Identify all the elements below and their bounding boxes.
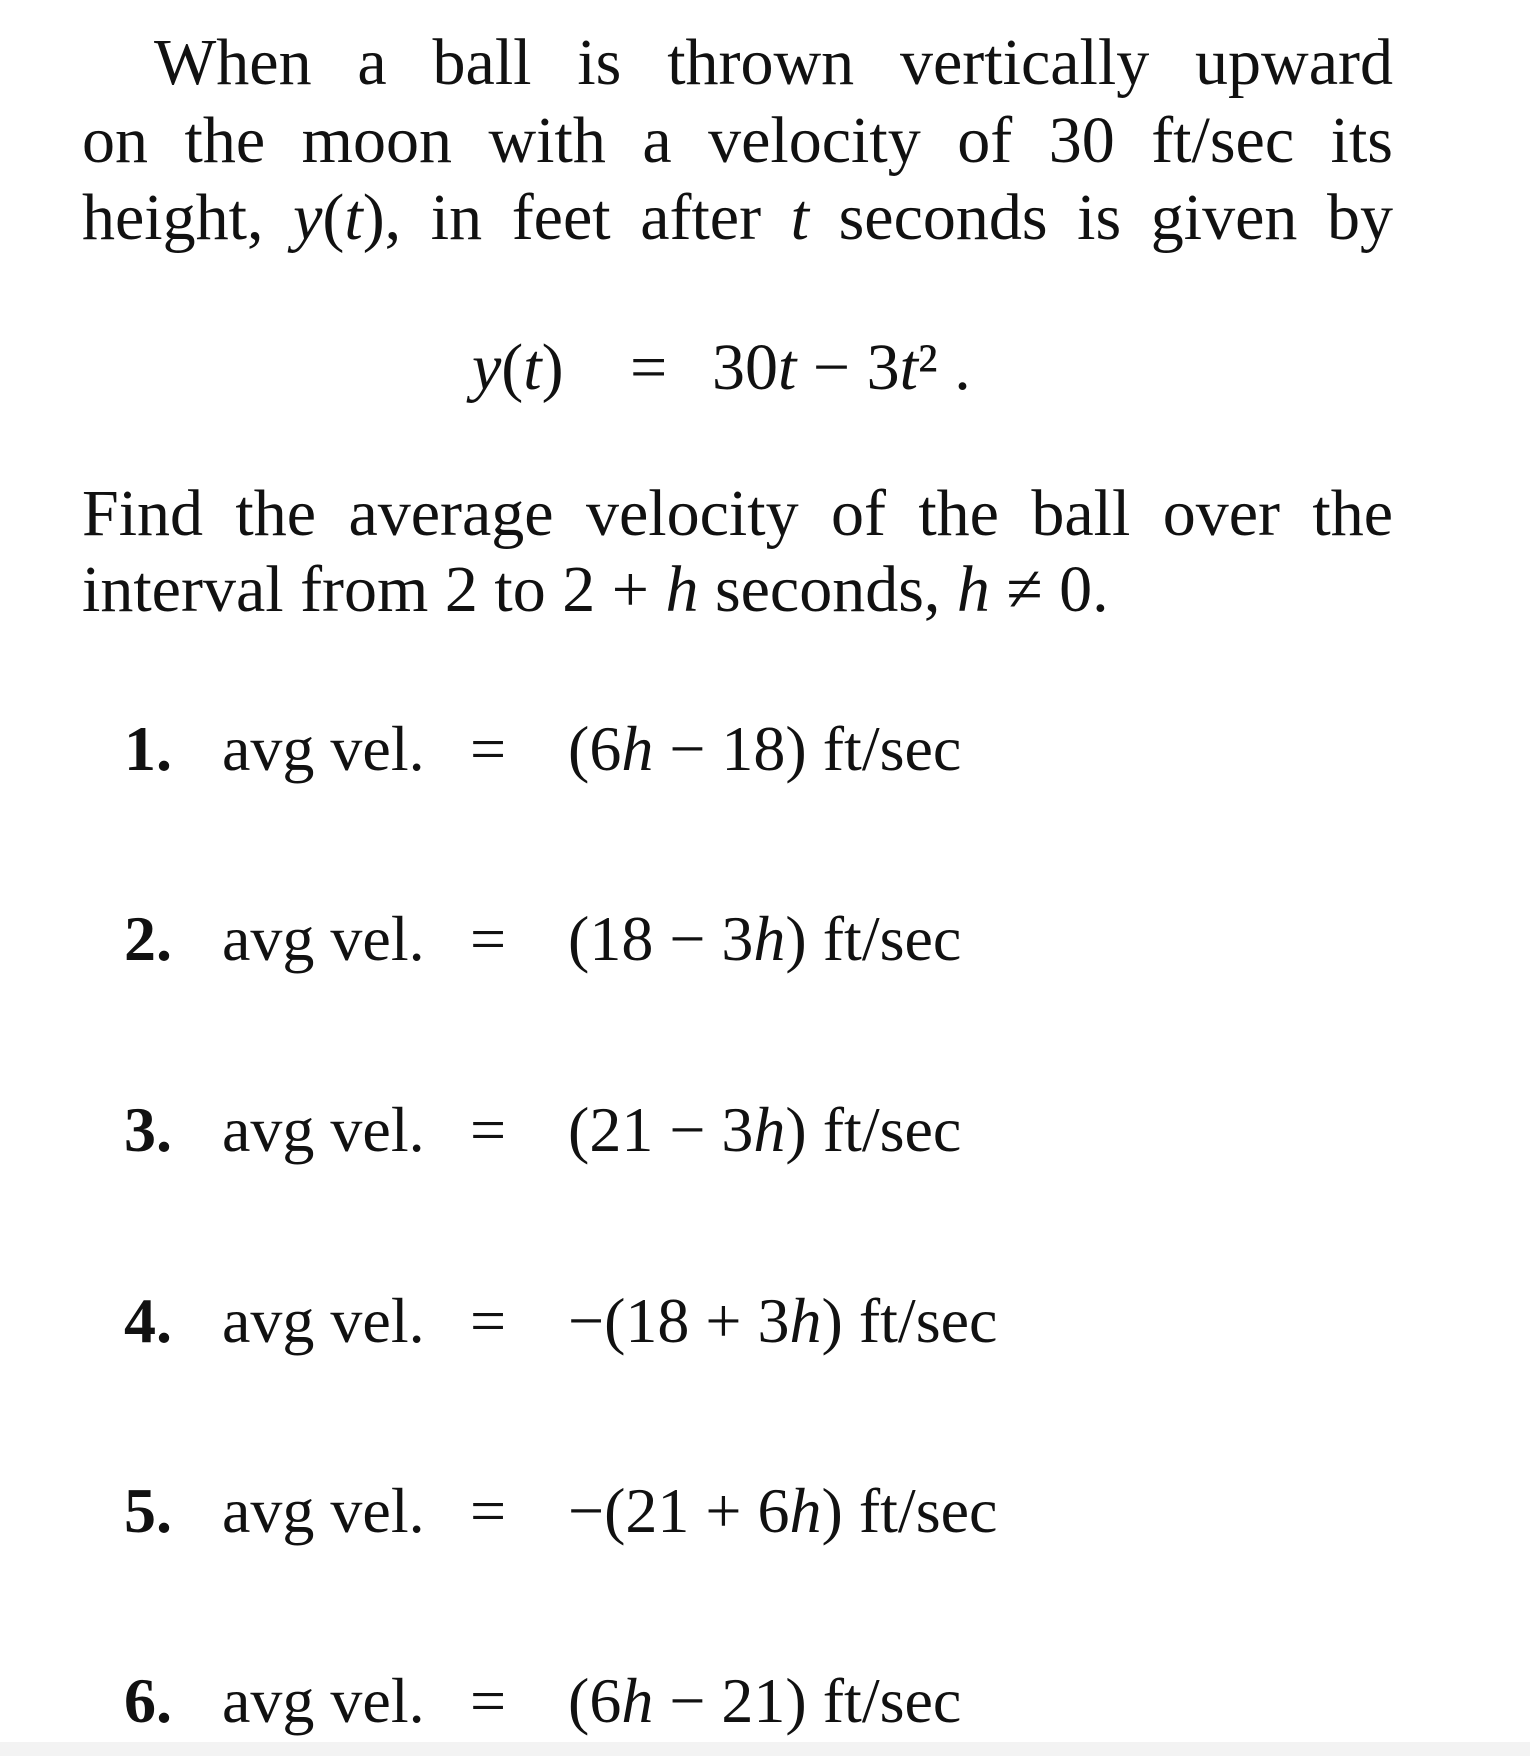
- choice-number: 3.: [124, 1094, 172, 1165]
- choice-equals: =: [470, 713, 507, 784]
- choice-label: avg vel.: [222, 1094, 425, 1165]
- choice-equals: =: [470, 1285, 507, 1356]
- text-segment: Find the average velocity of the ball over the: [82, 477, 1393, 550]
- intro-line: [82, 104, 1393, 177]
- math-variable: h: [665, 553, 699, 626]
- choice-number: 6.: [124, 1665, 172, 1736]
- choice-label: avg vel.: [222, 1285, 425, 1356]
- text-segment: seconds,: [698, 553, 957, 626]
- choice-number: 2.: [124, 903, 172, 974]
- choice-number: 5.: [124, 1475, 172, 1546]
- choice-label: avg vel.: [222, 903, 425, 974]
- choice-expression: [568, 1284, 997, 1358]
- math-variable: h: [789, 1475, 822, 1546]
- math-variable: t: [899, 331, 918, 404]
- text-segment: 30: [712, 331, 778, 404]
- math-variable: h: [956, 553, 990, 626]
- math-variable: y: [293, 181, 323, 254]
- text-segment: ) ft/sec: [785, 1094, 962, 1165]
- choice-equals: =: [470, 1475, 507, 1546]
- text-segment: ) ft/sec: [821, 1475, 998, 1546]
- choice-3[interactable]: [0, 1093, 1530, 1173]
- text-segment: on the moon with a velocity of 30 ft/sec its: [82, 104, 1393, 177]
- choice-2[interactable]: [0, 902, 1530, 982]
- choice-label: avg vel.: [222, 1665, 425, 1736]
- text-segment: − 21) ft/sec: [653, 1665, 962, 1736]
- choice-equals: =: [470, 1665, 507, 1736]
- choice-6[interactable]: [0, 1664, 1530, 1744]
- text-segment: (6: [568, 713, 622, 784]
- choice-label: avg vel.: [222, 713, 425, 784]
- text-segment: ) ft/sec: [785, 903, 962, 974]
- math-variable: t: [790, 181, 810, 254]
- text-segment: height,: [82, 181, 294, 254]
- page-bottom-edge: [0, 1742, 1530, 1756]
- text-segment: .: [937, 331, 971, 404]
- math-variable: h: [621, 1665, 654, 1736]
- text-segment: ), in feet after: [362, 181, 791, 254]
- text-segment: When a ball is thrown vertically upward: [154, 26, 1393, 99]
- text-segment: −(21 + 6: [568, 1475, 790, 1546]
- intro-line: [154, 26, 1393, 99]
- text-segment: −(18 + 3: [568, 1285, 790, 1356]
- text-segment: seconds is given by: [809, 181, 1393, 254]
- choice-expression: [568, 1474, 997, 1548]
- text-segment: (18 − 3: [568, 903, 754, 974]
- text-segment: (: [501, 331, 524, 404]
- text-segment: (6: [568, 1665, 622, 1736]
- equation-rhs: [712, 330, 971, 406]
- text-segment: ) ft/sec: [821, 1285, 998, 1356]
- choice-expression: [568, 712, 961, 786]
- math-variable: h: [753, 903, 786, 974]
- math-variable: t: [778, 331, 797, 404]
- math-variable: h: [621, 713, 654, 784]
- choice-equals: =: [470, 903, 507, 974]
- choice-equals: =: [470, 1094, 507, 1165]
- choice-4[interactable]: [0, 1284, 1530, 1364]
- equation-equals: =: [630, 331, 668, 404]
- choice-expression: [568, 902, 961, 976]
- math-variable: h: [753, 1094, 786, 1165]
- intro-line: [82, 181, 1393, 254]
- text-segment: interval from 2 to 2 +: [82, 553, 666, 626]
- text-segment: ²: [917, 331, 938, 404]
- choice-expression: [568, 1664, 961, 1738]
- choice-number: 4.: [124, 1285, 172, 1356]
- text-segment: − 18) ft/sec: [653, 713, 962, 784]
- math-variable: h: [789, 1285, 822, 1356]
- question-line: [82, 477, 1393, 550]
- choice-number: 1.: [124, 713, 172, 784]
- text-segment: − 3: [796, 331, 900, 404]
- equation-lhs: [472, 330, 564, 406]
- math-variable: t: [344, 181, 363, 254]
- question-line: [82, 553, 1109, 626]
- choice-5[interactable]: [0, 1474, 1530, 1554]
- text-segment: ≠ 0.: [989, 553, 1109, 626]
- text-segment: (: [322, 181, 345, 254]
- choice-1[interactable]: [0, 712, 1530, 792]
- math-variable: y: [472, 331, 502, 404]
- math-variable: t: [523, 331, 542, 404]
- text-segment: (21 − 3: [568, 1094, 754, 1165]
- text-segment: ): [541, 331, 564, 404]
- choice-expression: [568, 1093, 961, 1167]
- choice-label: avg vel.: [222, 1475, 425, 1546]
